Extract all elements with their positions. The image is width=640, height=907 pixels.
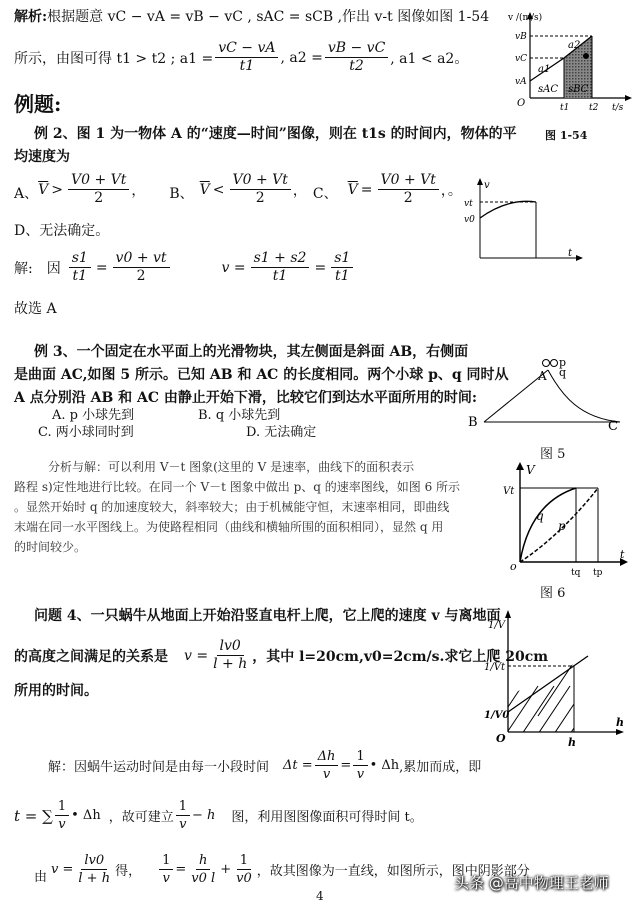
ex2-stem-line1: 例 2、图 1 为一物体 A 的“速度—时间”图像，则在 t1s 的时间内，物体的平 [34, 126, 517, 142]
ex2-sol-frac-3: $\frac{s1 + s2}{t1}$ [251, 250, 310, 285]
ex4-last-frac: $\frac{lv0}{l + h}$ [78, 853, 111, 886]
ex2-end: ，。 [440, 182, 462, 199]
ex4-formula-frac: $\frac{lv0}{l + h}$ [213, 638, 248, 672]
ex3-analysis-1: 分析与解：可以利用 V－t 图象(这里的 V 是速率，曲线下的面积表示 [48, 460, 415, 474]
ex3-analysis-2: 路程 s)定性地进行比较。在同一个 V－t 图象中做出 p、q 的速率图线，如图 6 所示 [14, 480, 461, 494]
ex4-fig-inv-v: 1/V [488, 620, 505, 631]
ex2-vbar-a: $\overline{V}$ [38, 181, 49, 198]
ex4-line3: 所用的时间。 [14, 683, 98, 699]
ex2-fig-v: v [484, 180, 490, 191]
ex4-fig-O: O [496, 732, 506, 745]
top-line-2-text: 所示，由图可得 t1 > t2 ; a1 = [14, 50, 214, 67]
ex4-sol-line3: 由 v = $\frac{lv0}{l + h}$ 得， $\frac{1}{v}$ = $\frac{h}{v0 l}$ + $\frac{1}{v0}$ ，故其图像为一直线，如图所示，图中阴影部分 [34, 853, 530, 886]
fig5-q: q [559, 366, 567, 379]
ex2-gt: > [51, 181, 63, 198]
ex4-sol-c-dash: − h [191, 808, 216, 823]
ex4-line2-a: 的高度之间满足的关系是 [14, 648, 168, 665]
ex4-last-you: 由 [34, 870, 48, 885]
ex2-fig-t: t [568, 248, 573, 259]
analysis-label: 解析: [14, 9, 48, 25]
fig5-p: p [559, 356, 567, 369]
ex3-option-b: B. q 小球先到 [198, 408, 281, 423]
ex2-sol-frac-4: $\frac{s1}{t1}$ [331, 250, 353, 285]
ex2-frac-a: $\frac{V0 + Vt}{2}$ [68, 172, 129, 207]
watermark: 头条 @高中物理王老师 [454, 874, 609, 892]
ex2-eq: = [360, 181, 373, 198]
fig54-vC: vC [515, 54, 527, 64]
ex4-last-frac-h: $\frac{h}{v0 l}$ [191, 853, 216, 886]
ex3-line1: 例 3、一个固定在水平面上的光滑物块，其左侧面是斜面 AB，右侧面 [34, 344, 469, 360]
ex4-fig-h: h [616, 716, 624, 729]
ex3-analysis-5: 的时间较少。 [14, 540, 87, 554]
fraction-a1: $\frac{vC - vA}{t1}$ [215, 40, 278, 75]
ex3-line2: 是曲面 AC,如图 5 所示。已知 AB 和 AC 的长度相同。两个小球 p、q 同时从 [14, 367, 509, 383]
ex4-sol-frac-dh: $\frac{\Delta h}{v}$ [315, 748, 339, 783]
ex4-sum-frac: $\frac{1}{v}$ [55, 798, 69, 833]
ex2-figure [428, 176, 588, 266]
ex2-frac-c: $\frac{V0 + Vt}{2}$ [378, 172, 439, 207]
ex2-sol-v: v = [221, 259, 246, 276]
fig54-vB: vB [515, 32, 527, 42]
ex4-sol-a: 解：因蜗牛运动时间是由每一小段时间 [48, 760, 270, 775]
ex4-sol-line2 [14, 798, 423, 833]
ex2-lt: < [212, 181, 225, 198]
ex4-sol-frac-inv: $\frac{1}{v}$ [353, 748, 367, 783]
fig6-tq: tq [571, 568, 581, 578]
ex4-formula-v: v = [184, 647, 209, 664]
fig5-caption: 图 5 [540, 447, 566, 462]
examples-heading: 例题: [14, 92, 62, 116]
ex4-sol-c-frac: $\frac{1}{v}$ [176, 798, 190, 833]
ex2-fig-vt: vt [464, 199, 473, 209]
ex4-sol-dt: Δt = [283, 758, 313, 773]
ex4-sol-b: ,累加而成，即 [399, 760, 482, 775]
ex2-option-d: D、无法确定。 [14, 223, 110, 239]
fig54-caption: 图 1-54 [545, 129, 588, 142]
ex4-fig-inv-vt: 1/Vt [484, 662, 505, 673]
figure-6 [500, 458, 634, 580]
fraction-a2: $\frac{vB - vC}{t2}$ [325, 40, 388, 75]
ex3-option-a: A. p 小球先到 [52, 408, 135, 423]
ex2-sol-frac-1: $\frac{s1}{t1}$ [69, 250, 91, 285]
ex4-last-de: 得， [115, 864, 142, 879]
figure-1-54 [500, 6, 635, 114]
page-number: 4 [316, 889, 324, 903]
fig54-t2: t2 [589, 103, 599, 113]
top-line-2-mid: , a2 = [280, 49, 323, 66]
fig6-t: t [620, 548, 625, 561]
ex4-last-eq: = [175, 862, 187, 877]
ex2-vbar-b: $\overline{V}$ [199, 181, 210, 198]
ex4-fig-h-tick: h [568, 736, 576, 748]
ex2-frac-b: $\frac{V0 + Vt}{2}$ [230, 172, 291, 207]
ex2-stem-line2: 均速度为 [14, 149, 70, 165]
ex4-sol-d: 图，利用图图像面积可得时间 t。 [231, 810, 423, 825]
ex3-analysis-3: 。显然开始时 q 的加速度较大，斜率较大；由于机械能守恒，末速率相同，即曲线 [14, 500, 450, 514]
ex2-option-c-label: C、 [312, 186, 338, 202]
fig6-o: o [510, 560, 517, 573]
ex4-line2 [14, 638, 548, 673]
fig54-a2: a2 [568, 40, 581, 51]
ex2-option-b-label: B、 [169, 186, 194, 202]
fig54-sBC: sBC [568, 84, 589, 95]
ex4-sol-line1 [48, 748, 481, 783]
fig6-q: q [536, 509, 544, 523]
fig54-t1: t1 [560, 103, 570, 113]
ex4-sum-tail: • Δh [71, 808, 101, 823]
fig54-ylabel: v /(m/s) [508, 13, 543, 23]
fig6-V: V [526, 463, 535, 477]
ex3-option-d: D. 无法确定 [246, 425, 317, 440]
ex2-sol-because: 因 [46, 260, 61, 277]
figure-5 [462, 354, 632, 432]
ex4-sol-eq: = [340, 758, 352, 773]
fig54-O: O [517, 98, 526, 109]
ex2-sep-2: ， [292, 182, 307, 199]
top-line-2 [14, 40, 468, 75]
ex4-fig-inv-v0: 1/V0 [484, 710, 510, 721]
fig5-A: A [538, 369, 547, 383]
fig6-caption: 图 6 [540, 586, 566, 601]
ex2-sol-label: 解: [14, 260, 33, 277]
ex4-figure [478, 606, 634, 748]
ex4-last-plus: + [220, 862, 232, 877]
fig5-B: B [468, 415, 478, 430]
ex3-line3: A 点分别沿 AB 和 AC 由静止开始下滑，比较它们到达水平面所用的时间: [14, 390, 478, 406]
fig5-C: C [608, 419, 618, 432]
ex2-options-row [14, 172, 462, 207]
ex4-line2-b: ，其中 l=20cm,v0=2cm/s.求它上爬 20cm [252, 648, 549, 665]
fig54-a1: a1 [538, 64, 551, 75]
fig6-p: p [558, 519, 566, 533]
ex3-analysis-4: 末端在同一水平图线上。为使路程相同（曲线和横轴所围的面积相同），显然 q 用 [14, 520, 444, 534]
ex4-sol-dot-dh: • Δh [369, 758, 400, 773]
ex2-vbar-c: $\overline{V}$ [347, 181, 358, 198]
ex3-option-c: C. 两小球同时到 [38, 425, 134, 440]
fig6-tp: tp [593, 568, 603, 578]
ex2-solution: 解: 因 $\frac{s1}{t1}$ = $\frac{v0 + vt}{2}$ v = $\frac{s1 + s2}{t1}$ = $\frac{s1}{t1}$ [14, 250, 355, 285]
ex4-last-frac-inv-v0: $\frac{1}{v0}$ [236, 853, 252, 886]
fig54-tunit: t/s [612, 103, 624, 113]
ex2-option-a-label: A、 [14, 186, 39, 202]
ex2-sep-1: ， [131, 182, 146, 199]
top-line-1-text: 根据题意 vC − vA = vB − vC , sAC = sCB ,作出 v-t 图像如图 1-54 [47, 9, 490, 25]
ex2-answer: 故选 A [14, 301, 57, 317]
top-line-1 [14, 6, 489, 26]
ex4-line1: 问题 4、一只蜗牛从地面上开始沿竖直电杆上爬，它上爬的速度 v 与离地面 [34, 608, 501, 624]
ex4-last-text: ，故其图像为一直线，如图所示，图中阴影部分 [256, 864, 530, 879]
fig6-Vt: Vt [503, 486, 515, 497]
fig54-vA: vA [515, 77, 527, 87]
ex2-fig-v0: v0 [464, 215, 475, 225]
ex2-sol-frac-2: $\frac{v0 + vt}{2}$ [113, 250, 170, 285]
ex4-sol-c: ，故可建立 [108, 810, 174, 825]
ex4-sum-t: t = ∑ [14, 806, 53, 825]
ex4-last-frac-inv-v: $\frac{1}{v}$ [159, 852, 173, 887]
fig54-sAC: sAC [538, 84, 559, 95]
top-line-2-end: , a1 < a2。 [390, 50, 469, 67]
